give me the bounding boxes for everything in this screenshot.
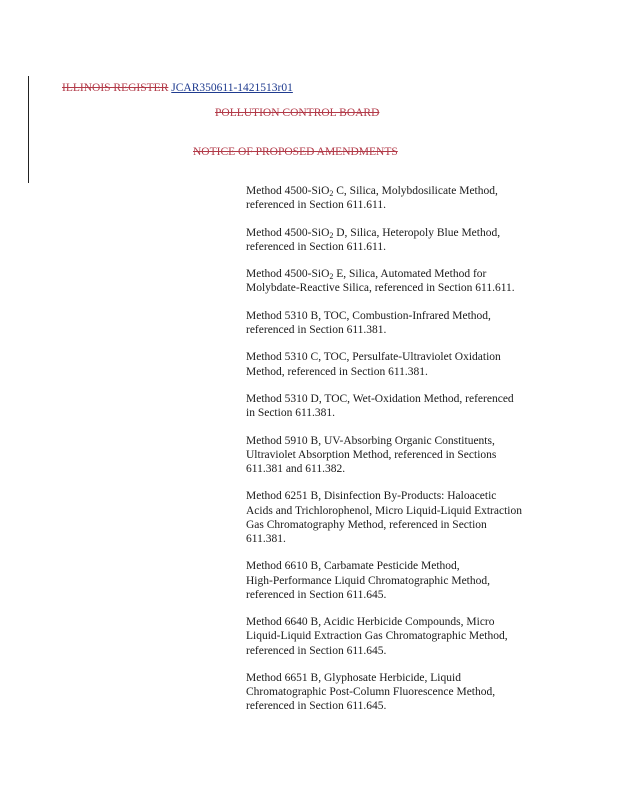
method-line: Method 4500-SiO$_2$ C, Silica, Molybdosilicate Method, <box>246 185 498 198</box>
method-entry <box>246 309 546 337</box>
method-line: Acids and Trichlorophenol, Micro Liquid-Liquid Extraction <box>246 504 522 517</box>
method-entry <box>246 559 546 602</box>
method-line: Method 6651 B, Glyphosate Herbicide, Liquid <box>246 671 461 684</box>
method-entry <box>246 267 546 295</box>
method-line: Method 6251 B, Disinfection By-Products: Haloacetic <box>246 490 497 503</box>
method-line: Method 5310 D, TOC, Wet-Oxidation Method, referenced <box>246 392 514 405</box>
method-line: Chromatographic Post-Column Fluorescence Method, <box>246 686 496 699</box>
method-line: Molybdate-Reactive Silica, referenced in Section 611.611. <box>246 282 515 295</box>
method-entry <box>246 615 546 658</box>
method-list <box>246 184 546 727</box>
method-entry <box>246 392 546 420</box>
method-entry <box>246 226 546 254</box>
method-line: Ultraviolet Absorption Method, referenced in Sections <box>246 448 497 461</box>
method-line: referenced in Section 611.381. <box>246 323 387 336</box>
method-line: Method 4500-SiO$_2$ E, Silica, Automated Method for <box>246 268 487 282</box>
method-line: 611.381. <box>246 532 286 545</box>
revision-change-bar <box>28 76 29 183</box>
method-line: referenced in Section 611.611. <box>246 199 386 212</box>
method-line: Method 6640 B, Acidic Herbicide Compounds, Micro <box>246 616 495 629</box>
method-line: Method 6610 B, Carbamate Pesticide Method, <box>246 560 460 573</box>
method-line: Method 5910 B, UV-Absorbing Organic Constituents, <box>246 434 495 447</box>
method-line: Method 5310 B, TOC, Combustion-Infrared Method, <box>246 309 491 322</box>
register-title-struck: ILLINOIS REGISTER <box>62 82 169 94</box>
method-line: in Section 611.381. <box>246 407 336 420</box>
method-line: Method 5310 C, TOC, Persulfate-Ultraviolet Oxidation <box>246 351 501 364</box>
method-line: 611.381 and 611.382. <box>246 462 346 475</box>
notice-header: NOTICE OF PROPOSED AMENDMENTS <box>193 146 398 158</box>
method-line: referenced in Section 611.645. <box>246 700 387 713</box>
method-line: Gas Chromatography Method, referenced in Section <box>246 518 487 531</box>
method-entry <box>246 184 546 212</box>
method-entry <box>246 489 546 546</box>
method-entry <box>246 434 546 477</box>
method-line: referenced in Section 611.645. <box>246 644 387 657</box>
method-line: Liquid-Liquid Extraction Gas Chromatographic Method, <box>246 630 508 643</box>
method-line: Method, referenced in Section 611.381. <box>246 365 428 378</box>
method-line: Method 4500-SiO$_2$ D, Silica, Heteropoly Blue Method, <box>246 226 501 240</box>
method-line: referenced in Section 611.645. <box>246 588 387 601</box>
register-header <box>62 81 293 95</box>
method-entry <box>246 350 546 378</box>
method-entry <box>246 671 546 714</box>
board-header: POLLUTION CONTROL BOARD <box>215 107 380 119</box>
method-line: High-Performance Liquid Chromatographic Method, <box>246 574 490 587</box>
register-id-inserted: JCAR350611-1421513r01 <box>171 82 293 94</box>
method-line: referenced in Section 611.611. <box>246 240 386 253</box>
